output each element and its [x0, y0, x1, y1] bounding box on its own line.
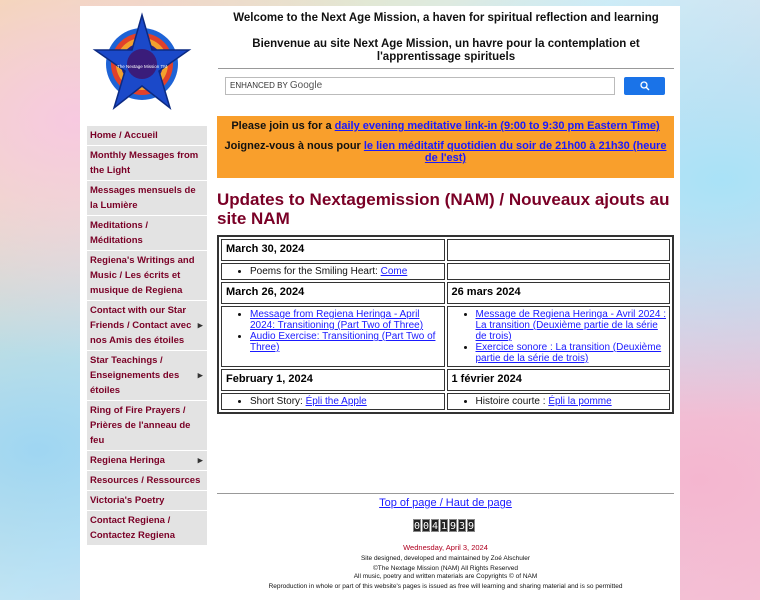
item-prefix: Poems for the Smiling Heart:	[250, 266, 381, 277]
items-en-cell	[221, 393, 445, 410]
item-link[interactable]: Message from Regiena Heringa - April 2024: Transitioning (Part Two of Three)	[250, 309, 424, 331]
search-icon	[640, 81, 650, 91]
nav-item-messages-mensuels[interactable]	[87, 181, 207, 216]
counter-digit: 3	[459, 521, 466, 532]
banner-en	[217, 120, 674, 132]
banner-en-link[interactable]: daily evening meditative link-in (9:00 to 9:30 pm Eastern Time)	[334, 120, 660, 132]
banner-fr-prefix: Joignez-vous à nous pour	[224, 140, 364, 152]
item-link[interactable]: Message de Regiena Heringa - Avril 2024 : La transition (Deuxième partie de la série de trois)	[475, 309, 666, 342]
list-item	[250, 309, 441, 331]
page-title: Updates to Nextagemission (NAM) / Nouveaux ajouts au site NAM	[217, 190, 670, 228]
star-logo-icon	[92, 12, 192, 112]
updates-table	[217, 235, 674, 414]
counter-digit: 9	[468, 521, 475, 532]
visitor-counter	[413, 519, 475, 532]
banner-fr	[217, 140, 674, 164]
nav-item-victorias-poetry[interactable]	[87, 491, 207, 511]
list-item	[250, 266, 441, 277]
nav-item-label: Regiena's Writings and Music / Les écrits et musique de Regiena	[90, 255, 195, 296]
nav-item-label: Victoria's Poetry	[90, 495, 165, 506]
table-row	[221, 239, 670, 261]
list-item	[476, 396, 667, 407]
nav-item-resources[interactable]	[87, 471, 207, 491]
sidebar-nav	[87, 126, 207, 546]
welcome-fr: Bienvenue au site Next Age Mission, un havre pour la contemplation et l'apprentissage spirituels	[252, 38, 640, 63]
counter-digit: 0	[414, 521, 421, 532]
chevron-right-icon: ▶	[197, 322, 203, 329]
nav-item-label: Regiena Heringa	[90, 455, 165, 466]
google-brand: Google	[289, 80, 323, 91]
list-item	[476, 342, 667, 364]
chevron-right-icon: ▶	[197, 372, 203, 379]
counter-digit: 1	[441, 521, 448, 532]
items-fr-cell	[447, 306, 671, 367]
footer-copyright: ©The Nextage Mission (NAM) All Rights Reserved	[373, 565, 518, 572]
footer-divider	[217, 493, 674, 494]
nav-item-label: Monthly Messages from the Light	[90, 150, 199, 176]
logo-text: The Nextage Mission TM	[117, 64, 167, 69]
date-en-cell: March 26, 2024	[221, 282, 445, 304]
items-en-cell	[221, 263, 445, 280]
item-link[interactable]: Exercice sonore : La transition (Deuxième partie de la série de trois)	[475, 342, 662, 364]
list-item	[476, 309, 667, 342]
table-row	[221, 369, 670, 391]
date-en-cell: March 30, 2024	[221, 239, 445, 261]
top-of-page	[217, 497, 674, 509]
item-link[interactable]: Épli la pomme	[548, 396, 612, 407]
list-item	[250, 331, 441, 353]
list-item	[250, 396, 441, 407]
date-fr-cell: 1 février 2024	[447, 369, 671, 391]
counter-digit: 4	[432, 521, 439, 532]
welcome-en: Welcome to the Next Age Mission, a haven for spiritual reflection and learning	[233, 12, 659, 24]
date-fr-cell: 26 mars 2024	[447, 282, 671, 304]
meditation-banner	[217, 116, 674, 178]
counter-digit: 0	[423, 521, 430, 532]
items-fr-cell	[447, 263, 671, 280]
google-search	[225, 77, 665, 97]
nav-item-label: Ring of Fire Prayers / Prières de l'anneau de feu	[90, 405, 191, 446]
nav-item-label: Contact Regiena / Contactez Regiena	[90, 515, 175, 541]
footer-credit: Site designed, developed and maintained by Zoé Alschuler	[360, 555, 531, 562]
item-prefix: Short Story:	[250, 396, 306, 407]
nav-item-meditations[interactable]	[87, 216, 207, 251]
enhanced-by-label: ENHANCED BY	[230, 81, 288, 90]
footer-reproduction: Reproduction in whole or part of this website's pages is issued as free will learning and sharing material and is so permitted	[268, 583, 623, 590]
nav-item-regiena-heringa[interactable]	[87, 451, 207, 471]
nav-item-star-teachings[interactable]	[87, 351, 207, 401]
nav-item-label: Contact with our Star Friends / Contact avec nos Amis des étoiles	[90, 305, 192, 346]
nav-item-star-friends[interactable]	[87, 301, 207, 351]
nav-item-label: Resources / Ressources	[90, 475, 201, 486]
page-container	[80, 6, 680, 600]
footer-date: Wednesday, April 3, 2024	[403, 543, 488, 552]
top-of-page-link[interactable]: Top of page / Haut de page	[379, 497, 512, 509]
header-divider	[218, 68, 674, 69]
nav-item-label: Star Teachings / Enseignements des étoiles	[90, 355, 180, 396]
items-en-cell	[221, 306, 445, 367]
search-button[interactable]	[624, 77, 665, 95]
nav-item-ring-of-fire[interactable]	[87, 401, 207, 451]
banner-en-prefix: Please join us for a	[231, 120, 335, 132]
table-row	[221, 393, 670, 410]
banner-fr-link[interactable]: le lien méditatif quotidien du soir de 21h00 à 21h30 (heure de l'est)	[363, 140, 667, 164]
table-row	[221, 263, 670, 280]
nav-item-home[interactable]	[87, 126, 207, 146]
welcome-header	[218, 12, 674, 64]
item-link[interactable]: Come	[380, 266, 408, 277]
footer-copyright-materials: All music, poetry and written materials are Copyrights © of NAM	[353, 573, 538, 580]
chevron-right-icon: ▶	[197, 457, 203, 464]
nav-item-label: Messages mensuels de la Lumière	[90, 185, 196, 211]
nav-item-contact-regiena[interactable]	[87, 511, 207, 546]
table-row	[221, 306, 670, 367]
nav-item-writings-music[interactable]	[87, 251, 207, 301]
table-row	[221, 282, 670, 304]
date-fr-cell	[447, 239, 671, 261]
nav-item-label: Home / Accueil	[90, 130, 158, 141]
counter-digit: 9	[450, 521, 457, 532]
search-input[interactable]	[225, 77, 615, 95]
items-fr-cell	[447, 393, 671, 410]
nav-item-label: Meditations / Méditations	[90, 220, 149, 246]
item-link[interactable]: Audio Exercise: Transitioning (Part Two of Three)	[250, 331, 436, 353]
logo[interactable]	[92, 12, 192, 112]
date-en-cell: February 1, 2024	[221, 369, 445, 391]
item-prefix: Histoire courte :	[475, 396, 549, 407]
item-link[interactable]: Épli the Apple	[305, 396, 367, 407]
nav-item-monthly-messages[interactable]	[87, 146, 207, 181]
